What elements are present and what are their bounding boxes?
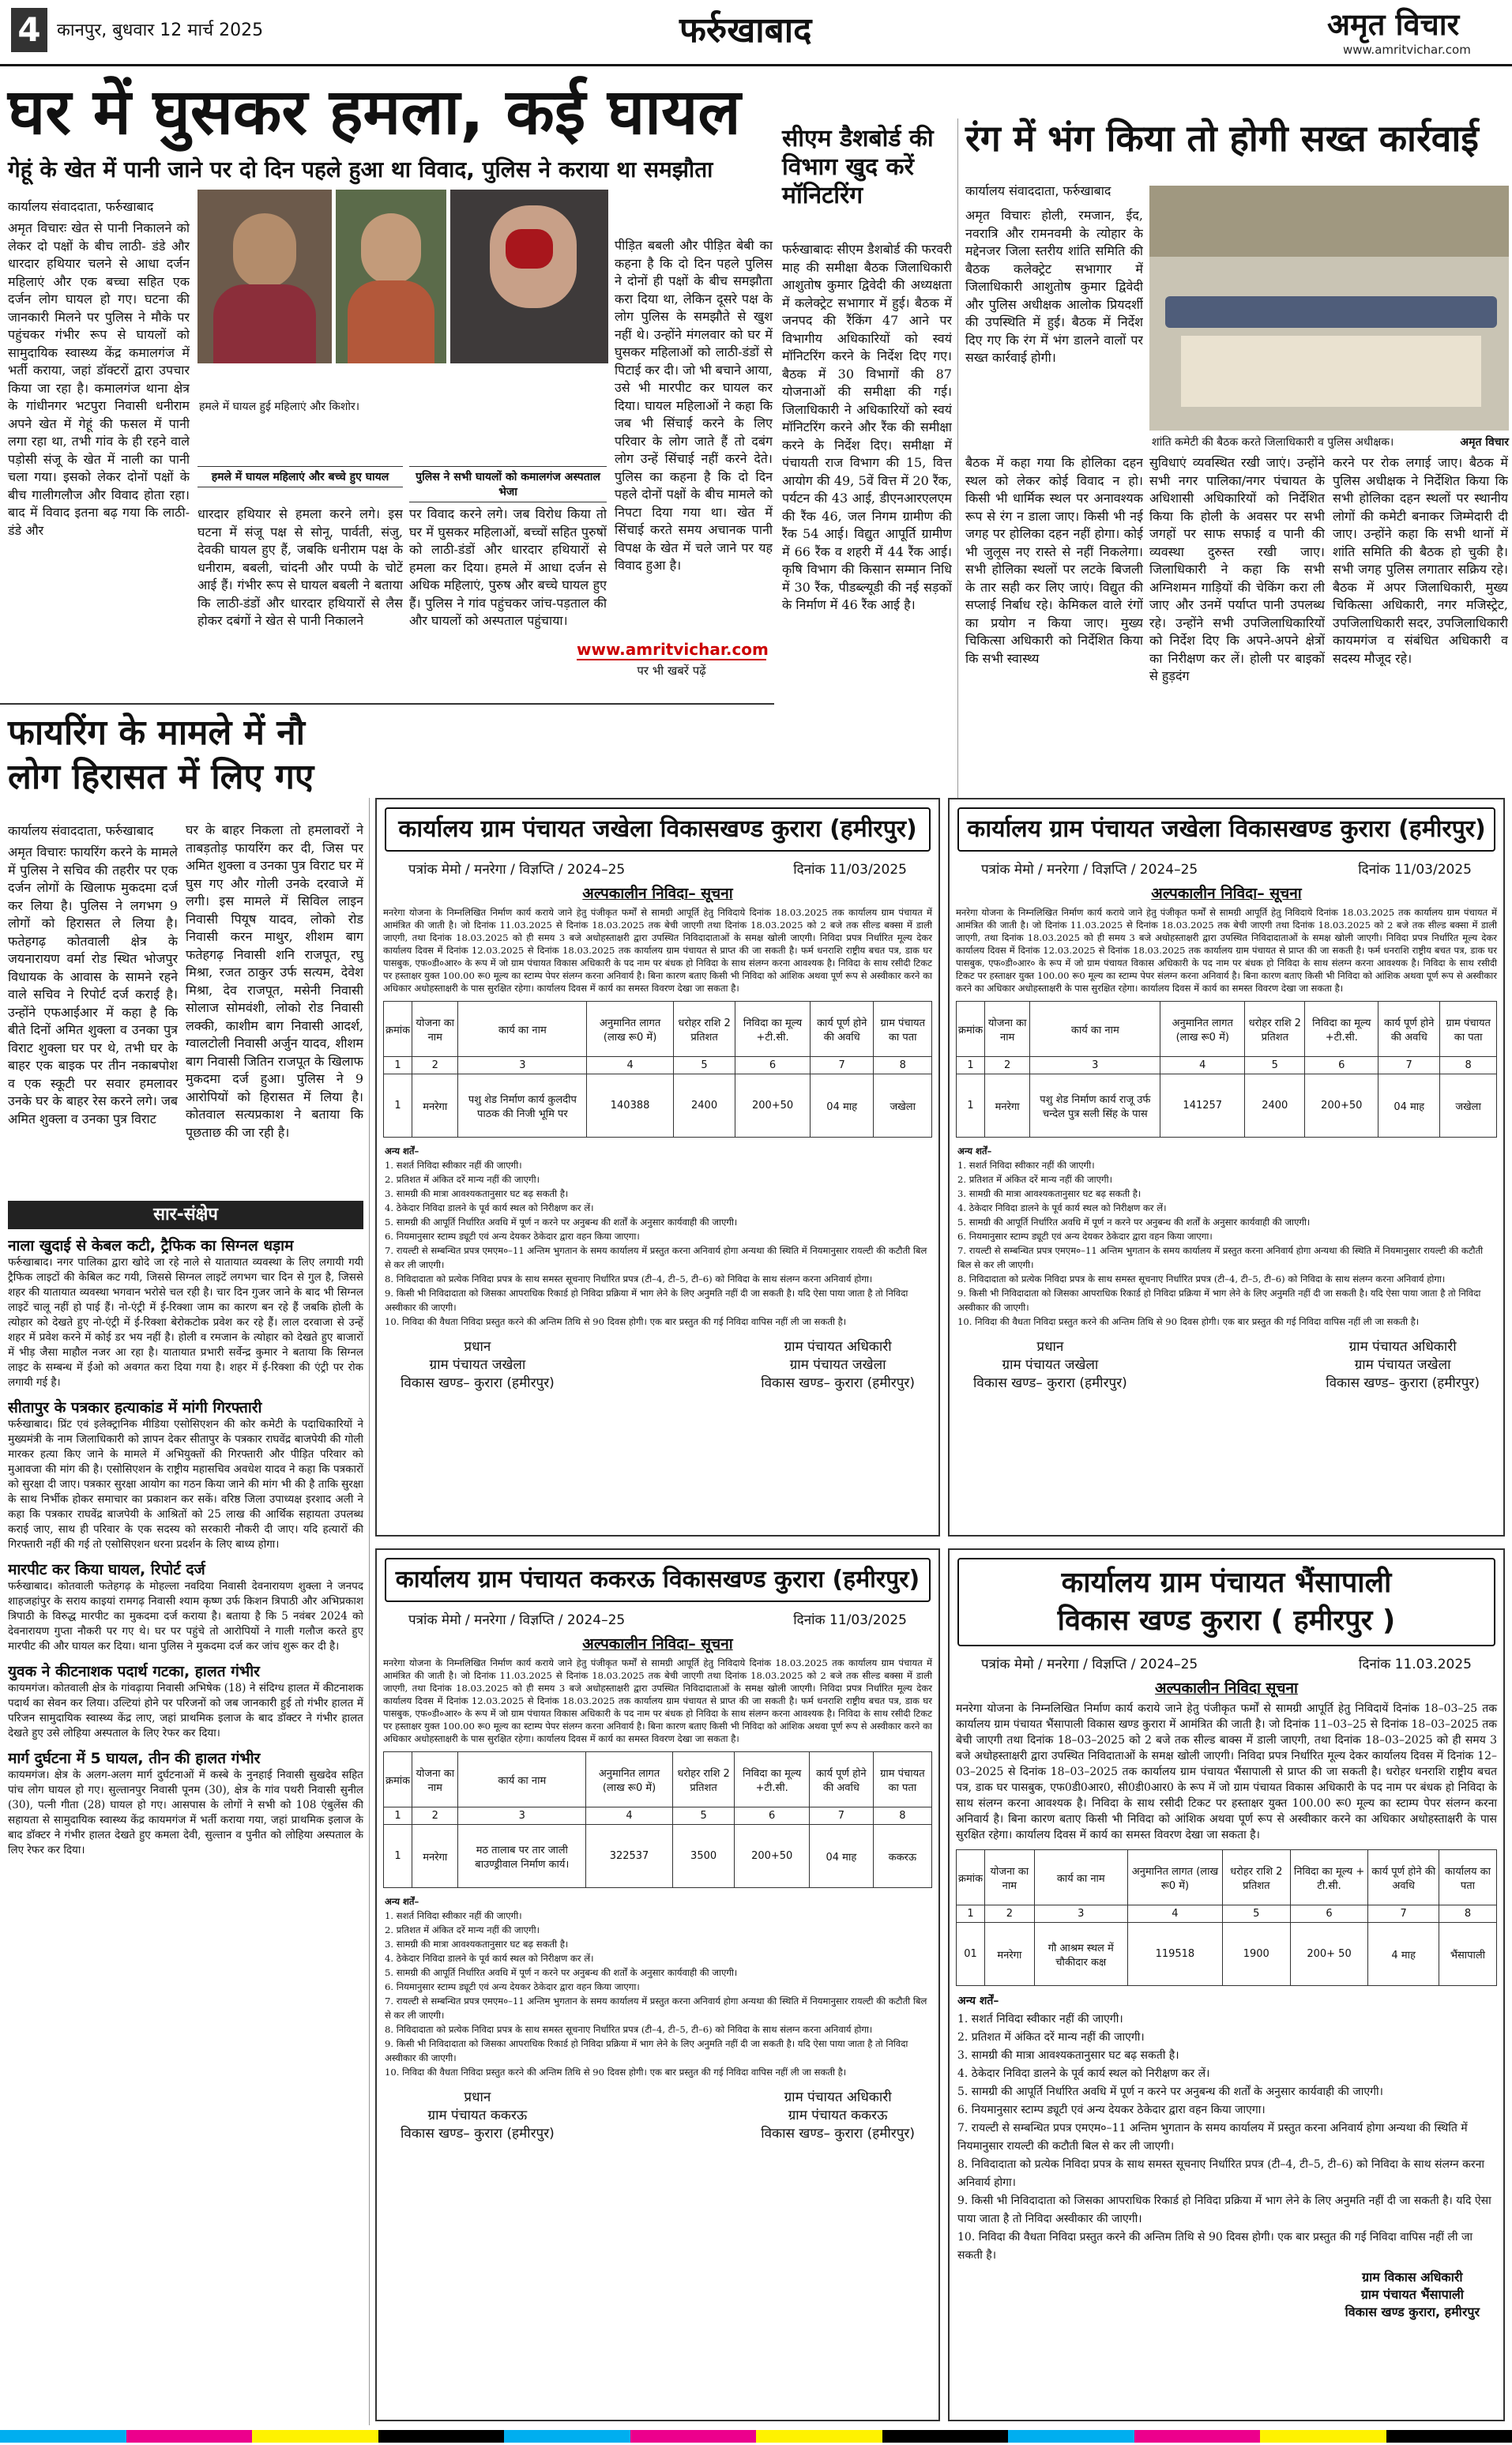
tender-table [956, 1001, 1497, 1138]
condition-item: 10. निविदा की वैधता निविदा प्रस्तुत करने की अन्तिम तिथि से 90 दिवस होगी। एक बार प्रस्तुत की गई निविदा वापिस नहीं ली जा सकती है। [957, 1316, 1420, 1327]
table-cell: 3500 [672, 1825, 735, 1888]
lead-pullquote-1: हमले में घायल महिलाएं और बच्चे हुए घायल [197, 466, 403, 487]
table-cell: 5 [1222, 1905, 1290, 1923]
table-cell: 5 [672, 1807, 735, 1825]
table-cell: 6 [1290, 1905, 1368, 1923]
web-promo-tag: पर भी खबरें पढ़ें [637, 664, 706, 678]
table-cell: 4 [1160, 1057, 1245, 1074]
table-header: कार्य पूर्ण होने की अवधि [1378, 1002, 1440, 1057]
condition-item: 2. प्रतिशत में अंकित दरें मान्य नहीं की जाएगी। [385, 1174, 540, 1185]
condition-item: 10. निविदा की वैधता निविदा प्रस्तुत करने की अन्तिम तिथि से 90 दिवस होगी। एक बार प्रस्तुत की गई निविदा वापिस नहीं ली जा सकती है। [385, 2067, 847, 2078]
lead-headline: घर में घुसकर हमला, कई घायल [8, 75, 741, 149]
table-header: धरोहर राशि 2 प्रतिशत [672, 1752, 735, 1807]
signature-line: विकास खण्ड कुरारा, हमीरपुर [1345, 2304, 1480, 2319]
tender-signature [1345, 2268, 1480, 2320]
tender-date: दिनांक 11/03/2025 [1358, 862, 1472, 878]
condition-item: 8. निविदादाता को प्रत्येक निविदा प्रपत्र के साथ समस्त सूचनाए निर्धारित प्रपत्र (टी–4, टी–5, टी–6) को निविदा के साथ संलग्न करना अनिवार्य होगा। [957, 1273, 1446, 1285]
table-cell: 3 [1034, 1905, 1127, 1923]
table-header: कार्य का नाम [458, 1752, 586, 1807]
table-cell: 4 माह [1368, 1923, 1439, 1986]
condition-item: 7. रायल्टी से सम्बन्धित प्रपत्र एमएम०–11 अन्तिम भुगतान के समय कार्यालय में प्रस्तुत करना अनिवार्य होगा अन्यथा की स्थिति में नियमानुसार रायल्टी की कटौती बिल से कर ली जाएगी। [385, 1245, 927, 1270]
table-cell: 322537 [586, 1825, 673, 1888]
table-cell: 4 [586, 1807, 673, 1825]
section-rule [0, 703, 774, 705]
column-rule [369, 798, 370, 2425]
tender-meta [950, 860, 1503, 878]
condition-item: 5. सामग्री की आपूर्ति निर्धारित अवधि में पूर्ण न करने पर अनुबन्ध की शर्तों के अनुसार कार्यवाही की जाएगी। [957, 1217, 1311, 1228]
lead-pullquote-2: पुलिस ने सभी घायलों को कमालगंज अस्पताल भेजा [409, 466, 607, 502]
brief-headline: मार्ग दुर्घटना में 5 घायल, तीन की हालत गंभीर [8, 1750, 261, 1767]
signature-line: ग्राम पंचायत जखेला [429, 1357, 526, 1373]
tender-title: कार्यालय ग्राम पंचायत जखेला विकासखण्ड कुरारा (हमीरपुर) [957, 807, 1495, 852]
cm-headline: सीएम डैशबोर्ड की विभाग खुद करें मॉनिटरिंग [782, 125, 934, 209]
signature-line: ग्राम पंचायत अधिकारी [784, 2090, 892, 2105]
table-cell: 6 [1305, 1057, 1378, 1074]
tender-signatures [377, 2082, 938, 2146]
table-row [957, 1923, 1497, 1986]
brand-url: www.amritvichar.com [1343, 43, 1471, 57]
table-cell: गौ आश्रम स्थल में चौकीदार कक्ष [1034, 1923, 1127, 1986]
table-cell: 04 माह [1378, 1074, 1440, 1138]
condition-item: 8. निविदादाता को प्रत्येक निविदा प्रपत्र के साथ समस्त सूचनाए निर्धारित प्रपत्र (टी–4, टी–5, टी–6) को निविदा के साथ संलग्न करना अनिवार्य होगा। [385, 2024, 873, 2035]
condition-item: 5. सामग्री की आपूर्ति निर्धारित अवधि में पूर्ण न करने पर अनुबन्ध की शर्तों के अनुसार कार्यवाही की जाएगी। [385, 1967, 738, 1978]
masthead [0, 0, 1512, 66]
table-cell: 01 [957, 1923, 985, 1986]
lead-col3: पर विवाद करने लगे। जब विरोध किया तो घर में घुसकर महिलाओं, बच्चों सहित पुरुषों को लाठी-डंडों और धारदार हथियारों से हमला कर दिया। हमले में आधा दर्जन से अधिक महिलाएं, पुरुष और बच्चे घायल हुए हैं। पुलिस ने गांव पहुंचकर जांच-पड़ताल की और घायलों को अस्पताल पहुंचाया। [409, 506, 607, 628]
web-promo-url[interactable]: www.amritvichar.com [577, 640, 769, 659]
table-cell: 200+50 [735, 1825, 810, 1888]
tender-notice: मनरेगा योजना के निम्नलिखित निर्माण कार्य कराये जाने हेतु पंजीकृत फर्मों से सामग्री आपूर्ति हेतु निविदाये दिनांक 18.03.2025 तक कार्यालय ग्राम पंचायत में आमंत्रित की जाती है। जो दिनांक 11.03.2025 से दिनांक 18.03.2025 तक बेची जाएगी तथा दिनांक 18.03.2025 को 2 बजे तक सील्ड बक्सा में डाली जाएगी, तथा दिनांक 18.03.2025 को ही समय 3 बजे अधोहस्ताक्षरी द्वारा उपस्थित निविदादाताओं के समक्ष खोली जाएगी। निविदा प्रपत्र निर्धारित मूल्य देकर कार्यालय दिवस में दिनांक 12.03.2025 से दिनांक 18.03.2025 तक कार्यालय ग्राम पंचायत से प्राप्त की जा सकती है। फर्म धनराशि राष्ट्रीय बचत पत्र, डाक घर पासबुक, एफ०डी०आर० के रूप में जो ग्राम पंचायत विकास अधिकारी के पद नाम पर बंधक हो निविदा के साथ संलग्न करना आवश्यक है। निविदा के साथ रसीदी टिकट पर हस्ताक्षर युक्त 100.00 रू0 मूल्य का स्टाम्प पेपर संलग्न करना अनिवार्य है। बिना कारण बताए किसी भी निविदा को आंशिक अथवा पूर्ण रूप से अस्वीकार करने का अधिकार अधोहस्ताक्षरी के पास सुरक्षित रहेगा। कार्यालय दिवस में कार्य का समस्त विवरण देखा जा सकता है। [383, 907, 932, 994]
table-header: निविदा का मूल्य + टी.सी. [1290, 1850, 1368, 1905]
tender-title [957, 1558, 1495, 1646]
tender-bhainsapali [948, 1548, 1505, 2421]
web-promo[interactable] [577, 640, 769, 679]
table-cell: 3 [458, 1057, 587, 1074]
brief-text: फर्रुखाबाद। नगर पालिका द्वारा खोदे जा रहे नाले से यातायात व्यवस्था के लिए लगायी गयी ट्रैफिक लाइटों की केबिल कट गयी, जिससे सिग्नल लाइटें लगभग चार दिन से गुल है, जिससे शहर की यातायात व्यवस्था भगवान भरोसे चल रही है। चार दिन गुजर जाने के बाद भी सिग्नल लाइटें चालू नहीं हो पाई हैं। नो-एंट्री में ई-रिक्शा जाम का कारण बन रहे हैं जबकि होली के त्योहार को देखते हुए नो-एंट्री में ई-रिक्शा बेरोकटोक प्रवेश कर रहे हैं। लाल दरवाजा से उन्हें शहर में प्रवेश करने में कोई डर भय नहीं है। होली व रमजान के त्योहार को देखते हुए बाजारों में भीड़ जैसा माहौल नजर आ रहा है। यातायात प्रभारी सर्वेन्द्र कुमार ने बताया कि सिग्नल लाइट के सम्बन्ध में ईओ को अवगत करा दिया गया है। शहर में ई-रिक्शा की एंट्री पर रोक लगायी गई है। [8, 1256, 363, 1389]
table-cell: 6 [735, 1807, 810, 1825]
table-cell: 3 [1030, 1057, 1160, 1074]
table-cell: 1 [957, 1905, 985, 1923]
holi-col1b: बैठक में कहा गया कि होलिका दहन स्थल को लेकर कोई विवाद न हो। किसी भी धार्मिक स्थल पर अनावश्यक रूप से रंग न डाला जाए। किसी भी नई जगह पर होलिका दहन नहीं होगा। कोई भी जुलूस नए रास्ते से नहीं निकलेगा। सभी होलिका स्थलों पर लटके बिजली के तार सही कर लिए जाएं। विद्युत की सप्लाई निर्बाध रहे। केमिकल वाले रंगों का प्रयोग न किया जाए। मुख्य चिकित्सा अधिकारी को निर्देशित किया कि सभी स्वास्थ्य [965, 455, 1143, 666]
conditions-title: अन्य शर्तें– [957, 1995, 999, 2007]
table-header: कार्य पूर्ण होने की अवधि [1368, 1850, 1439, 1905]
table-cell: 140388 [587, 1074, 674, 1138]
condition-item: 3. सामग्री की मात्रा आवश्यकतानुसार घट बढ़ सकती है। [957, 1188, 1142, 1199]
table-cell: 7 [810, 1057, 874, 1074]
tender-notice: मनरेगा योजना के निम्नलिखित निर्माण कार्य कराये जाने हेतु पंजीकृत फर्मों से सामग्री आपूर्ति हेतु निविदाये दिनांक 18.03.2025 तक कार्यालय ग्राम पंचायत में आमंत्रित की जाती है। जो दिनांक 11.03.2025 से दिनांक 18.03.2025 तक बेची जाएगी तथा दिनांक 18.03.2025 को 2 बजे तक सील्ड बक्सा में डाली जाएगी, तथा दिनांक 18.03.2025 को ही समय 3 बजे अधोहस्ताक्षरी द्वारा उपस्थित निविदादाताओं के समक्ष खोली जाएगी। निविदा प्रपत्र निर्धारित मूल्य देकर कार्यालय दिवस में दिनांक 12.03.2025 से दिनांक 18.03.2025 तक कार्यालय ग्राम पंचायत से प्राप्त की जा सकती है। फर्म धनराशि राष्ट्रीय बचत पत्र, डाक घर पासबुक, एफ०डी०आर० के रूप में जो ग्राम पंचायत विकास अधिकारी के पद नाम पर बंधक हो निविदा के साथ संलग्न करना आवश्यक है। निविदा के साथ रसीदी टिकट पर हस्ताक्षर युक्त 100.00 रू0 मूल्य का स्टाम्प पेपर संलग्न करना अनिवार्य है। बिना कारण बताए किसी भी निविदा को आंशिक अथवा पूर्ण रूप से अस्वीकार करने का अधिकार अधोहस्ताक्षरी के पास सुरक्षित रहेगा। कार्यालय दिवस में कार्य का समस्त विवरण देखा जा सकता है। [956, 907, 1497, 994]
table-cell: 1 [384, 1057, 412, 1074]
tender-subtitle: अल्पकालीन निविदा– सूचना [582, 885, 733, 902]
meeting-photo [1149, 186, 1509, 431]
lead-photo-1 [197, 190, 332, 363]
firing-headline: फायरिंग के मामले में नौ लोग हिरासत में लिए गए [8, 713, 314, 797]
table-header-row [957, 1002, 1497, 1057]
table-cell: 04 माह [810, 1074, 874, 1138]
table-header-row [957, 1850, 1497, 1905]
tender-conditions [950, 1141, 1503, 1332]
signature-line: विकास खण्ड– कुरारा (हमीरपुर) [761, 2126, 915, 2142]
signature-left [401, 2087, 555, 2142]
table-cell: 2 [412, 1807, 458, 1825]
condition-item: 6. नियमानुसार स्टाम्प ड्यूटी एवं अन्य देयकर ठेकेदार द्वारा वहन किया जाएगा। [957, 1231, 1213, 1242]
table-row [384, 1057, 932, 1074]
signature-line: विकास खण्ड– कुरारा (हमीरपुर) [401, 1375, 555, 1391]
tender-notice: मनरेगा योजना के निम्नलिखित निर्माण कार्य कराये जाने हेतु पंजीकृत फर्मों से सामग्री आपूर्ति हेतु निविदायें दिनांक 18–03–25 तक कार्यालय ग्राम पंचायत भैंसापाली विकास खण्ड कुरारा में आमंत्रित की जाती है। जो दिनांक 11–03–25 से दिनांक 18–03–2025 तक बेची जाएगी तथा दिनांक 18–03–2025 को 2 बजे तक सील्ड बाक्स में डाली जाएगी, तथा दिनांक 18–03–2025 को ही समय 3 बजे अधोहस्ताक्षरी द्वारा उपस्थित निविदाताओं के समक्ष खोली जाएगी। निविदा प्रपत्र निर्धारित मूल्य देकर कार्यालय दिवस में दिनांक 12–03–2025 से दिनांक 18–03–2025 तक कार्यालय ग्राम पंचायत भैंसापाली से प्राप्त की जा सकती है। धरोहर धनराशि राष्ट्रीय बचत पत्र, डाक घर पासबुक, एफ0डी0आर0, सी0डी0आर0 के रूप में जो ग्राम पंचायत विकास अधिकारी के पद नाम पर बंधक हो निविदा के साथ संलग्न करना आवश्यक है। निविदा के साथ रसीदी टिकट पर हस्ताक्षर युक्त 100.00 रू0 मूल्य का स्टाम्प पेपर संलग्न करना अनिवार्य है। बिना कारण बताए किसी भी निविदा को आंशिक अथवा पूर्ण रूप से अस्वीकार करने का अधिकार अधोहस्ताक्षरी के पास सुरक्षित रहेगा। कार्यालय दिवस में कार्य का समस्त विवरण देखा जा सकता है। [956, 1702, 1497, 1841]
signature-line: विकास खण्ड– कुरारा (हमीरपुर) [973, 1375, 1127, 1391]
briefs-list [8, 1236, 363, 2421]
condition-item: 5. सामग्री की आपूर्ति निर्धारित अवधि में पूर्ण न करने पर अनुबन्ध की शर्तों के अनुसार कार्यवाही की जाएगी। [957, 2086, 1383, 2098]
table-header: योजना का नाम [412, 1002, 458, 1057]
table-cell: 1 [957, 1074, 985, 1138]
table-header: योजना का नाम [985, 1850, 1034, 1905]
condition-item: 2. प्रतिशत में अंकित दरें मान्य नहीं की जाएगी। [957, 1174, 1112, 1185]
tender-ref: पत्रांक मेमो / मनरेगा / विज्ञप्ति / 2024–25 [981, 862, 1198, 878]
signature-line: ग्राम पंचायत ककरऊ [427, 2108, 528, 2123]
tender-ref: पत्रांक मेमो / मनरेगा / विज्ञप्ति / 2024–25 [408, 862, 626, 878]
table-row [384, 1074, 932, 1138]
tender-notice: मनरेगा योजना के निम्नलिखित निर्माण कार्य कराये जाने हेतु पंजीकृत फर्मों से सामग्री आपूर्ति हेतु निविदाये दिनांक 18.03.2025 तक कार्यालय ग्राम पंचायत में आमंत्रित की जाती है। जो दिनांक 11.03.2025 से दिनांक 18.03.2025 तक बेची जाएगी तथा दिनांक 18.03.2025 को 2 बजे तक सील्ड बक्सा में डाली जाएगी, तथा दिनांक 18.03.2025 को ही समय 3 बजे अधोहस्ताक्षरी द्वारा उपस्थित निविदादाताओं के समक्ष खोली जाएगी। निविदा प्रपत्र निर्धारित मूल्य देकर कार्यालय दिवस में दिनांक 12.03.2025 से दिनांक 18.03.2025 तक कार्यालय ग्राम पंचायत से प्राप्त की जा सकती है। फर्म धनराशि राष्ट्रीय बचत पत्र, डाक घर पासबुक, एफ०डी०आर० के रूप में जो ग्राम पंचायत विकास अधिकारी के पद नाम पर बंधक हो निविदा के साथ संलग्न करना आवश्यक है। निविदा के साथ रसीदी टिकट पर हस्ताक्षर युक्त 100.00 रू0 मूल्य का स्टाम्प पेपर संलग्न करना अनिवार्य है। बिना कारण बताए किसी भी निविदा को आंशिक अथवा पूर्ण रूप से अस्वीकार करने का अधिकार अधोहस्ताक्षरी के पास सुरक्षित रहेगा। कार्यालय दिवस में कार्य का समस्त विवरण देखा जा सकता है। [383, 1657, 932, 1744]
table-header: धरोहर राशि 2 प्रतिशत [673, 1002, 735, 1057]
table-row [957, 1074, 1497, 1138]
signature-line: प्रधान [464, 1339, 491, 1355]
print-color-bar [0, 2430, 1512, 2443]
table-cell: ककरऊ [873, 1825, 931, 1888]
firing-col2: घर के बाहर निकला तो हमलावरों ने ताबड़तोड़ फायरिंग कर दी, जिस पर अमित शुक्ला व उनका पुत्र विराट घर में घुस गए और गोली उनके दरवाजे में लगी। इस मामले में सिविल लाइन निवासी पियूष यादव, लोको रोड निवासी करन माथुर, शीशम बाग फतेहगढ़ निवासी शनि राजपूत, रघु मिश्रा, रजत ठाकुर उर्फ सत्यम, देवेश मिश्रा, देव राजपूत, मसेनी निवासी सोलाज सोमवंशी, लोको रोड निवासी लक्की, काशीम बाग निवासी आदर्श, ग्वालटोली निवासी अर्जुन यादव, शीशम बाग निवासी जितिन राजपूत के खिलाफ मुकदमा दर्ज हुआ। पुलिस ने 9 आरोपियों को हिरासत में लिया है। कोतवाल सत्यप्रकाश ने बताया कि पूछताछ की जा रही है। [186, 822, 363, 1140]
holi-byline: कार्यालय संवाददाता, फर्रुखाबाद [965, 183, 1111, 198]
table-header-row [384, 1002, 932, 1057]
brief-text: कायमगंज। कोतवाली क्षेत्र के गांवढ़ाया निवासी अभिषेक (18) ने संदिग्ध हालत में कीटनाशक पदार्थ का सेवन कर लिया। उल्टियां होने पर परिजनों को जब जानकारी हुई तो गंभीर हालत में परिजन सामुदायिक स्वास्थ्य केंद्र लाए, जहां प्राथमिक इलाज के बाद डॉक्टर ने गंभीर हालत देखते हुए उसे लोहिया अस्पताल के लिए रेफर कर दिया। [8, 1682, 363, 1740]
table-cell: जखेला [874, 1074, 932, 1138]
brief-text: कायमगंज। क्षेत्र के अलग-अलग मार्ग दुर्घटनाओं में कस्बे के नुनहाई निवासी सुखदेव सहित पांच लोग घायल हो गए। सुल्तानपुर निवासी पूनम (30), क्षेत्र के गांव पथरी निवासी सुनील (30), पत्नी गीता (28) घायल हो गए। आसपास के लोगों ने सभी को 108 एंबुलेंस की सहायता से सामुदायिक स्वास्थ्य केंद्र कायमगंज में भर्ती कराया गया, जहां प्राथमिक इलाज के बाद डॉक्टर ने गंभीर हालत देखते हुए कमला देवी, सुल्तान व पुनीत को लोहिया अस्पताल के लिए रेफर कर दिया। [8, 1769, 363, 1856]
lead-col2: धारदार हथियार से हमला करने लगे। इस घटना में संजू पक्ष से सोनू, पार्वती, संजु, देवकी घायल हुए हैं, जबकि धनीराम पक्ष के धनीराम, बबली, चांदनी और पप्पी के चोटें आई हैं। गंभीर रूप से घायल बबली ने बताया कि लाठी-डंडों और धारदार हथियारों से लैस होकर दबंगों ने खेत से पानी निकालने [197, 506, 403, 628]
tender-signatures [950, 1332, 1503, 1396]
table-cell: 200+50 [1305, 1074, 1378, 1138]
condition-item: 3. सामग्री की मात्रा आवश्यकतानुसार घट बढ़ सकती है। [385, 1939, 569, 1950]
table-header: धरोहर राशि 2 प्रतिशत [1222, 1850, 1290, 1905]
signature-line: ग्राम पंचायत जखेला [1354, 1357, 1451, 1373]
condition-item: 7. रायल्टी से सम्बन्धित प्रपत्र एमएम०–11 अन्तिम भुगतान के समय कार्यालय में प्रस्तुत करना अनिवार्य होगा अन्यथा की स्थिति में नियमानुसार रायल्टी की कटौती बिल से कर ली जाएगी। [957, 1245, 1484, 1270]
firing-col1: अमृत विचारः फायरिंग करने के मामले में पुलिस ने सचिव की तहरीर पर एक दर्जन लोगों के खिलाफ मुकदमा दर्ज कर लिया है। पुलिस ने लगभग 9 लोगों को हिरासत ले लिया है। फतेहगढ़ कोतवाली क्षेत्र के जयनारायण वर्मा रोड स्थित भोजपुर विधायक के आवास के सामने रहने वाले सचिव ने रिपोर्ट दर्ज कराई है। उन्होंने एफआईआर में कहा है कि बीते दिनों अमित शुक्ला व उनका पुत्र विराट शुक्ला घर पर थे, तभी घर के बाहर एक बाइक पर तीन नकाबपोश व एक स्कूटी पर सवार हमलावर उनके घर के बाहर रेस करने लगे। जब अमित शुक्ला व उनका पुत्र विराट [8, 844, 178, 1127]
table-header: ग्राम पंचायत का पता [1440, 1002, 1497, 1057]
tender-meta [950, 1654, 1503, 1672]
tender-subtitle: अल्पकालीन निविदा– सूचना [582, 1635, 733, 1653]
condition-item: 9. किसी भी निविदादाता को जिसका आपराधिक रिकार्ड हो निविदा प्रक्रिया में भाग लेने के लिए अनुमति नहीं दी जा सकती है। यदि ऐसा पाया जाता है तो निविदा अस्वीकार की जाएगी। [957, 1288, 1481, 1313]
tender-ref: पत्रांक मेमो / मनरेगा / विज्ञप्ति / 2024–25 [408, 1612, 626, 1628]
table-cell: 1 [384, 1074, 412, 1138]
tender-title-line1: कार्यालय ग्राम पंचायत भैंसापाली [1061, 1567, 1392, 1599]
tender-conditions [377, 1141, 938, 1332]
condition-item: 6. नियमानुसार स्टाम्प ड्यूटी एवं अन्य देयकर ठेकेदार द्वारा वहन किया जाएगा। [385, 1981, 640, 1992]
cm-text: फर्रुखाबादः सीएम डैशबोर्ड की फरवरी माह की समीक्षा बैठक जिलाधिकारी आशुतोष कुमार द्विवेदी की अध्यक्षता में कलेक्ट्रेट सभागार में हुई। बैठक में जनपद की रैंकिंग 47 आने पर विभागीय अधिकारियों को स्वयं मॉनिटरिंग करने के निर्देश दिए गए। बैठक में 30 विभागों की 87 योजनाओं की समीक्षा की गई। जिलाधिकारी ने अधिकारियों को स्वयं मॉनिटरिंग करने और रैंक की समीक्षा करने के निर्देश दिए। समीक्षा में पंचायती राज विभाग की 15, वित्त आयोग की 49, 5वें वित्त में 20 रैंक, पर्यटन की 43 आई, डीएनआरएलएम की रैंक 46, जल निगम ग्रामीण की रैंक 54 आई। विद्युत आपूर्ति ग्रामीण में 66 रैंक व शहरी में 44 रैंक आई। कृषि विभाग की किसान सम्मान निधि में 30 रैंक, पीडब्ल्यूडी की नई सड़कों के निर्माण में 46 रैंक आई है। [782, 242, 952, 612]
condition-item: 3. सामग्री की मात्रा आवश्यकतानुसार घट बढ़ सकती है। [957, 2049, 1179, 2062]
page-number: 4 [11, 8, 47, 52]
holi-col1: अमृत विचारः होली, रमजान, ईद, नवरात्रि और रामनवमी के त्योहार के मद्देनजर जिला स्तरीय शांति समिति की बैठक कलेक्ट्रेट सभागार में जिलाधिकारी आशुतोष कुमार द्विवेदी और पुलिस अधीक्षक आलोक प्रियदर्शी की उपस्थिति में हुई। बैठक में निर्देश दिए गए कि रंग में भंग डालने वालों पर सख्त कार्रवाई होगी। [965, 208, 1143, 365]
tender-table [383, 1751, 932, 1888]
brief-item [8, 1236, 363, 1390]
condition-item: 7. रायल्टी से सम्बन्धित प्रपत्र एमएम०–11 अन्तिम भुगतान के समय कार्यालय में प्रस्तुत करना अनिवार्य होगा अन्यथा की स्थिति में नियमानुसार रायल्टी की कटौती बिल से कर ली जाएगी। [957, 2122, 1468, 2153]
table-cell: 7 [1378, 1057, 1440, 1074]
table-cell: 1 [957, 1057, 985, 1074]
holi-col3: करने पर रोक लगाई जाए। बैठक में पुलिस अधीक्षक ने निर्देशित किया कि सभी होलिका दहन स्थलों पर स्थानीय लोगों की कमेटी बनाकर जिम्मेदारी दी जाए। उन्होंने कहा कि सभी थानों में शांति समिति की बैठक हो चुकी है। सभी जगह पुलिस लगातार सक्रिय रहे। बैठक में अपर जिलाधिकारी, मुख्य चिकित्सा अधिकारी, नगर मजिस्ट्रेट, उपजिलाधिकारी सदर, उपजिलाधिकारी कायमगंज व संबंधित अधिकारी व सदस्य मौजूद रहे। [1333, 455, 1508, 666]
signature-line: प्रधान [1036, 1339, 1064, 1355]
signature-right [761, 2087, 915, 2142]
lead-photo-2 [336, 190, 446, 363]
table-header: कार्यालय का पता [1439, 1850, 1496, 1905]
table-header: कार्य का नाम [1034, 1850, 1127, 1905]
tender-jakhela-2 [948, 798, 1505, 1537]
condition-item: 4. ठेकेदार निविदा डालने के पूर्व कार्य स्थल को निरीक्षण कर लें। [385, 1202, 594, 1213]
briefs-label: सार-संक्षेप [8, 1201, 363, 1229]
brief-text: फर्रुखाबाद। कोतवाली फतेहगढ़ के मोहल्ला नवदिया निवासी देवनारायण शुक्ला ने जनपद शाहजहांपुर के सराय काइयां रामगढ़ निवासी श्याम कृष्ण उर्फ किशन त्रिपाठी और अभिप्रकाश त्रिपाठी के विरुद्ध मारपीट का मुकदमा दर्ज कराया है। बताया है कि 5 नवंबर 2024 को देवनारायण गुप्ता नौकरी पर गए थे। घर पर पहुंचे तो आरोपियों ने गाली गलौज करते हुए मारपीट की और घायल कर दिया। थाना पुलिस ने मुकदमा दर्ज कर जांच शुरू कर दी है। [8, 1580, 363, 1653]
table-cell: 4 [587, 1057, 674, 1074]
condition-item: 8. निविदादाता को प्रत्येक निविदा प्रपत्र के साथ समस्त सूचनाए निर्धारित प्रपत्र (टी–4, टी–5, टी–6) को निविदा के साथ संलग्न करना अनिवार्य होगा। [385, 1273, 873, 1285]
holi-col2: सुविधाएं व्यवस्थित रखी जाएं। उन्होंने सभी नगर पालिका/नगर पंचायत के अधिशासी अधिकारियों को निर्देशित किया कि होली के अवसर पर सभी जगहों पर साफ सफाई व पानी की व्यवस्था दुरुस्त रखी जाए। जिलाधिकारी ने कहा कि सभी अग्निशमन गाड़ियों की चेकिंग करा ली जाए और उनमें पर्याप्त पानी उपलब्ध रहे। उन्होंने सभी उपजिलाधिकारियों को निर्देश दिए कि अपने-अपने क्षेत्रों का निरीक्षण कर लें। होली पर बाइकों से हुड़दंग [1149, 455, 1325, 683]
table-header: निविदा का मूल्य +टी.सी. [735, 1752, 810, 1807]
tender-kakrau [375, 1548, 940, 2421]
brief-headline: नाला खुदाई से केबल कटी, ट्रैफिक का सिग्नल धड़ाम [8, 1237, 294, 1254]
table-cell: 8 [1439, 1905, 1496, 1923]
table-header: क्रमांक [957, 1002, 985, 1057]
tender-table [383, 1001, 932, 1138]
table-cell: 8 [1440, 1057, 1497, 1074]
tender-title-line2: विकास खण्ड कुरारा ( हमीरपुर ) [1057, 1604, 1396, 1637]
brand-logo: अमृत विचार [1327, 7, 1460, 42]
tender-table [956, 1849, 1497, 1986]
conditions-title: अन्य शर्तें– [385, 1145, 419, 1157]
tender-jakhela-1 [375, 798, 940, 1537]
holi-headline: रंग में भंग किया तो होगी सख्त कार्रवाई [965, 117, 1479, 160]
table-header: योजना का नाम [985, 1002, 1030, 1057]
table-header: कार्य का नाम [1030, 1002, 1160, 1057]
table-header: अनुमानित लागत (लाख रू0 में) [586, 1752, 673, 1807]
dateline: कानपुर, बुधवार 12 मार्च 2025 [57, 21, 264, 40]
tender-title: कार्यालय ग्राम पंचायत ककरऊ विकासखण्ड कुरारा (हमीरपुर) [385, 1558, 931, 1602]
condition-item: 6. नियमानुसार स्टाम्प ड्यूटी एवं अन्य देयकर ठेकेदार द्वारा वहन किया जाएगा। [957, 2104, 1266, 2116]
column-rule [957, 118, 958, 798]
table-cell: भैंसापाली [1439, 1923, 1496, 1986]
brief-headline: मारपीट कर किया घायल, रिपोर्ट दर्ज [8, 1561, 205, 1578]
table-header: अनुमानित लागत (लाख रू0 में) [1160, 1002, 1245, 1057]
condition-item: 1. सशर्त निविदा स्वीकार नहीं की जाएगी। [957, 1160, 1095, 1171]
condition-item: 7. रायल्टी से सम्बन्धित प्रपत्र एमएम०–11 अन्तिम भुगतान के समय कार्यालय में प्रस्तुत करना अनिवार्य होगा अन्यथा की स्थिति में नियमानुसार रायल्टी की कटौती बिल से कर ली जाएगी। [385, 1995, 927, 2021]
conditions-title: अन्य शर्तें– [385, 1896, 419, 1907]
condition-item: 6. नियमानुसार स्टाम्प ड्यूटी एवं अन्य देयकर ठेकेदार द्वारा वहन किया जाएगा। [385, 1231, 640, 1242]
signature-line: प्रधान [464, 2090, 491, 2105]
meeting-photo-caption: शांति कमेटी की बैठक करते जिलाधिकारी व पुलिस अधीक्षक। [1152, 436, 1394, 449]
table-header: धरोहर राशि 2 प्रतिशत [1245, 1002, 1305, 1057]
signature-line: ग्राम पंचायत जखेला [1002, 1357, 1099, 1373]
table-header: ग्राम पंचायत का पता [874, 1002, 932, 1057]
table-cell: 8 [874, 1057, 932, 1074]
signature-line: ग्राम विकास अधिकारी [1362, 2270, 1463, 2285]
table-cell: 4 [1127, 1905, 1222, 1923]
condition-item: 4. ठेकेदार निविदा डालने के पूर्व कार्य स्थल को निरीक्षण कर लें। [385, 1953, 594, 1964]
table-cell: 1 [384, 1807, 412, 1825]
condition-item: 1. सशर्त निविदा स्वीकार नहीं की जाएगी। [385, 1910, 522, 1921]
table-cell: 2 [985, 1905, 1034, 1923]
lead-photo-3 [450, 190, 608, 363]
table-cell: 1 [384, 1825, 412, 1888]
tender-date: दिनांक 11/03/2025 [793, 1612, 907, 1628]
table-cell: 2 [412, 1057, 458, 1074]
table-cell: 141257 [1160, 1074, 1245, 1138]
conditions-title: अन्य शर्तें– [957, 1145, 992, 1157]
table-header: योजना का नाम [412, 1752, 458, 1807]
table-cell: 1900 [1222, 1923, 1290, 1986]
table-header: निविदा का मूल्य +टी.सी. [1305, 1002, 1378, 1057]
condition-item: 9. किसी भी निविदादाता को जिसका आपराधिक रिकार्ड हो निविदा प्रक्रिया में भाग लेने के लिए अनुमति नहीं दी जा सकती है। यदि ऐसा पाया जाता है तो निविदा अस्वीकार की जाएगी। [385, 1288, 908, 1313]
table-cell: 04 माह [810, 1825, 874, 1888]
photo-credit: अमृत विचार [1460, 436, 1509, 449]
signature-right [1326, 1337, 1480, 1391]
signature-line: विकास खण्ड– कुरारा (हमीरपुर) [1326, 1375, 1480, 1391]
brief-item [8, 1398, 363, 1552]
table-cell: मनरेगा [412, 1074, 458, 1138]
table-cell: 7 [1368, 1905, 1439, 1923]
table-cell: 119518 [1127, 1923, 1222, 1986]
firing-byline: कार्यालय संवाददाता, फर्रुखाबाद [8, 823, 154, 838]
brief-headline: युवक ने कीटनाशक पदार्थ गटका, हालत गंभीर [8, 1663, 260, 1680]
condition-item: 1. सशर्त निविदा स्वीकार नहीं की जाएगी। [957, 2013, 1123, 2026]
brief-item [8, 1749, 363, 1858]
signature-line: ग्राम पंचायत ककरऊ [788, 2108, 888, 2123]
signature-right [761, 1337, 915, 1391]
condition-item: 5. सामग्री की आपूर्ति निर्धारित अवधि में पूर्ण न करने पर अनुबन्ध की शर्तों के अनुसार कार्यवाही की जाएगी। [385, 1217, 738, 1228]
lead-col1: अमृत विचारः खेत से पानी निकालने को लेकर दो पक्षों के बीच लाठी- डंडे और धारदार हथियार चलने से आधा दर्जन महिलाएं और एक बच्चा सहित एक दर्जन लोग घायल हो गए। घटना की जानकारी मिलने पर पुलिस ने मौके पर पहुंचकर गंभीर रूप से घायलों को सामुदायिक स्वास्थ्य केंद्र कमालगंज में भर्ती कराया, जहां डॉक्टरों द्वारा उपचार किया जा रहा है। कमालगंज थाना क्षेत्र के गांधीनगर भटपुरा निवासी धनीराम अपने खेत में गेहूं की फसल में पानी लगा रहा था, तभी गांव के ही रहने वाले पड़ोसी संजू के खेत में नाली का पानी चला गया। इसको लेकर दोनों पक्षों के बीच गालीगलौज और विवाद होता रहा। बाद में विवाद इतना बढ़ गया कि लाठी-डंडे और [8, 220, 190, 538]
table-cell: 3 [458, 1807, 586, 1825]
signature-line: ग्राम पंचायत भैंसापाली [1360, 2287, 1464, 2302]
tender-subtitle: अल्पकालीन निविदा– सूचना [1151, 885, 1302, 902]
signature-left [401, 1337, 555, 1391]
table-row [957, 1057, 1497, 1074]
table-header: अनुमानित लागत (लाख रू0 में) [1127, 1850, 1222, 1905]
lead-byline: कार्यालय संवाददाता, फर्रुखाबाद [8, 199, 154, 214]
table-header: क्रमांक [384, 1002, 412, 1057]
table-cell: 200+50 [735, 1074, 811, 1138]
table-cell: मनरेगा [985, 1923, 1034, 1986]
brief-item [8, 1560, 363, 1654]
table-cell: 2 [985, 1057, 1030, 1074]
tender-conditions [950, 1989, 1503, 2268]
signature-line: ग्राम पंचायत जखेला [789, 1357, 886, 1373]
signature-line: विकास खण्ड– कुरारा (हमीरपुर) [761, 1375, 915, 1391]
table-cell: 2400 [1245, 1074, 1305, 1138]
table-cell: पशु शेड निर्माण कार्य राजू उर्फ चन्देल पुत्र सली सिंह के पास [1030, 1074, 1160, 1138]
table-cell: 8 [873, 1807, 931, 1825]
tender-date: दिनांक 11.03.2025 [1358, 1657, 1472, 1672]
table-cell: 5 [673, 1057, 735, 1074]
table-header: कार्य का नाम [458, 1002, 587, 1057]
table-cell: 200+ 50 [1290, 1923, 1368, 1986]
table-cell: 2400 [673, 1074, 735, 1138]
table-header: क्रमांक [384, 1752, 412, 1807]
tender-subtitle: अल्पकालीन निविदा सूचना [1155, 1680, 1298, 1697]
table-header: ग्राम पंचायत का पता [873, 1752, 931, 1807]
condition-item: 4. ठेकेदार निविदा डालने के पूर्व कार्य स्थल को निरीक्षण कर लें। [957, 2067, 1210, 2080]
signature-line: ग्राम पंचायत अधिकारी [1348, 1339, 1457, 1355]
lead-col4: पीड़ित बबली और पीड़ित बेबी का कहना है कि दो दिन पहले पुलिस ने दोनों ही पक्षों के बीच समझौता करा दिया था, लेकिन दूसरे पक्ष के लोग पुलिस के समझौते से खुश नहीं थे। उन्होंने मंगलवार को घर में घुसकर महिलाओं को लाठी-डंडों से पिटाई कर दी। जो भी बचाने आया, उसे भी मारपीट कर घायल कर दिया। घायल महिलाओं ने कहा कि जब भी सिंचाई करने के लिए परिवार के लोग जाते हैं तो दबंग लोग उन्हें सिंचाई नहीं करने देते। पुलिस का कहना है कि दो दिन पहले दोनों पक्षों के बीच मामले को निपटा दिया गया था। खेत में सिंचाई करते समय अचानक पानी विपक्ष के खेत में चले जाने पर यह विवाद हुआ है। [615, 238, 773, 573]
condition-item: 4. ठेकेदार निविदा डालने के पूर्व कार्य स्थल को निरीक्षण कर लें। [957, 1202, 1167, 1213]
section-title: फर्रुखाबाद [679, 10, 812, 51]
table-header: कार्य पूर्ण होने की अवधि [810, 1752, 874, 1807]
table-row [384, 1807, 932, 1825]
condition-item: 10. निविदा की वैधता निविदा प्रस्तुत करने की अन्तिम तिथि से 90 दिवस होगी। एक बार प्रस्तुत की गई निविदा वापिस नहीं ली जा सकती है। [385, 1316, 847, 1327]
condition-item: 1. सशर्त निविदा स्वीकार नहीं की जाएगी। [385, 1160, 522, 1171]
condition-item: 10. निविदा की वैधता निविदा प्रस्तुत करने की अन्तिम तिथि से 90 दिवस होगी। एक बार प्रस्तुत की गई निविदा वापिस नहीं ली जा सकती है। [957, 2231, 1473, 2262]
brief-item [8, 1662, 363, 1741]
tender-title: कार्यालय ग्राम पंचायत जखेला विकासखण्ड कुरारा (हमीरपुर) [385, 807, 931, 852]
condition-item: 2. प्रतिशत में अंकित दरें मान्य नहीं की जाएगी। [385, 1924, 540, 1935]
tender-date: दिनांक 11/03/2025 [793, 862, 907, 878]
condition-item: 8. निविदादाता को प्रत्येक निविदा प्रपत्र के साथ समस्त सूचनाए निर्धारित प्रपत्र (टी–4, टी–5, टी–6) को निविदा के साथ संलग्न करना अनिवार्य होगा। [957, 2158, 1484, 2189]
table-cell: 7 [810, 1807, 874, 1825]
table-cell: मठ तालाब पर तार जाली बाउण्ड्रीवाल निर्माण कार्य। [458, 1825, 586, 1888]
tender-meta [377, 860, 938, 878]
condition-item: 9. किसी भी निविदादाता को जिसका आपराधिक रिकार्ड हो निविदा प्रक्रिया में भाग लेने के लिए अनुमति नहीं दी जा सकती है। यदि ऐसा पाया जाता है तो निविदा अस्वीकार की जाएगी। [957, 2195, 1491, 2225]
tender-ref: पत्रांक मेमो / मनरेगा / विज्ञप्ति / 2024–25 [981, 1657, 1198, 1672]
brief-text: फर्रुखाबाद। प्रिंट एवं इलेक्ट्रानिक मीडिया एसोसिएशन की कोर कमेटी के पदाधिकारियों ने मुख्यमंत्री के नाम जिलाधिकारी को ज्ञापन देकर सीतापुर के पत्रकार राघवेंद्र बाजपेयी की गोली मारकर हत्या किए जाने के मामले में अभियुक्तों की गिरफ्तारी और पीड़ित परिवार को मुआवजा की मांग की है। एसोसिएशन के राष्ट्रीय महासचिव अवधेश यादव ने कहा कि पत्रकारों को सुरक्षा दी जाए। पत्रकार सुरक्षा आयोग का गठन किया जाने की मांग भी की है ताकि सुरक्षा के साथ निर्भीक होकर समाचार का प्रकाशन कर सकें। वरिष्ठ जिला उपाध्यक्ष इरशाद अली ने कहा कि पत्रकार राघवेंद्र बाजपेयी के आश्रितों को 25 लाख की आर्थिक सहायता उपलब्ध कराई जाए, साथ ही परिवार के एक सदस्य को सरकारी नौकरी दी जाए। यदि हत्यारों की गिरफ्तारी नहीं की गई तो एसोसिएशन धरना प्रदर्शन के लिए बाध्य होगा। [8, 1418, 363, 1551]
table-header-row [384, 1752, 932, 1807]
lead-subhead: गेहूं के खेत में पानी जाने पर दो दिन पहले हुआ था विवाद, पुलिस ने कराया था समझौता [8, 156, 713, 182]
tender-signatures [377, 1332, 938, 1396]
table-header: अनुमानित लागत (लाख रू0 में) [587, 1002, 674, 1057]
table-row [957, 1905, 1497, 1923]
table-row [384, 1825, 932, 1888]
condition-item: 2. प्रतिशत में अंकित दरें मान्य नहीं की जाएगी। [957, 2031, 1145, 2044]
signature-line: ग्राम पंचायत अधिकारी [784, 1339, 892, 1355]
table-header: कार्य पूर्ण होने की अवधि [810, 1002, 874, 1057]
table-header: निविदा का मूल्य +टी.सी. [735, 1002, 811, 1057]
tender-meta [377, 1610, 938, 1628]
table-cell: पशु शेड निर्माण कार्य कुलदीप पाठक की निजी भूमि पर [458, 1074, 587, 1138]
table-cell: मनरेगा [985, 1074, 1030, 1138]
table-cell: जखेला [1440, 1074, 1497, 1138]
table-cell: 5 [1245, 1057, 1305, 1074]
lead-photo-caption: हमले में घायल हुई महिलाएं और किशोर। [199, 401, 360, 413]
table-cell: मनरेगा [412, 1825, 458, 1888]
tender-conditions [377, 1891, 938, 2082]
signature-line: विकास खण्ड– कुरारा (हमीरपुर) [401, 2126, 555, 2142]
signature-left [973, 1337, 1127, 1391]
brief-headline: सीतापुर के पत्रकार हत्याकांड में मांगी गिरफ्तारी [8, 1399, 262, 1416]
table-cell: 6 [735, 1057, 811, 1074]
table-header: क्रमांक [957, 1850, 985, 1905]
condition-item: 9. किसी भी निविदादाता को जिसका आपराधिक रिकार्ड हो निविदा प्रक्रिया में भाग लेने के लिए अनुमति नहीं दी जा सकती है। यदि ऐसा पाया जाता है तो निविदा अस्वीकार की जाएगी। [385, 2038, 908, 2063]
condition-item: 3. सामग्री की मात्रा आवश्यकतानुसार घट बढ़ सकती है। [385, 1188, 569, 1199]
